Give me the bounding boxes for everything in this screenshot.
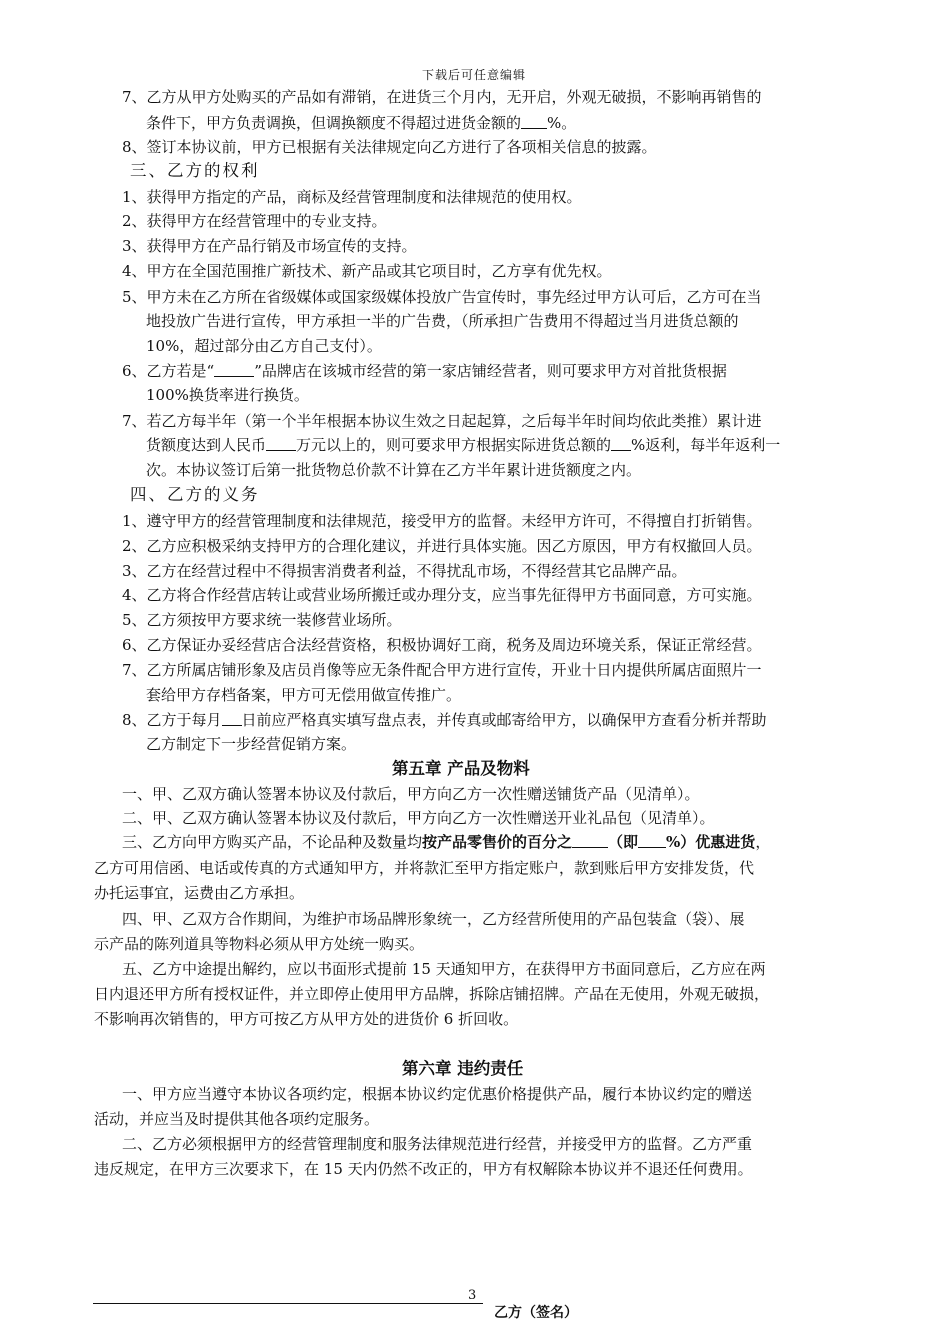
page-number: 3 [468,1288,477,1303]
clause-3-7-line-1: 7、若乙方每半年（第一个半年根据本协议生效之日起起算，之后每半年时间均依此类推）累计进 [122,412,762,430]
clause-3-4: 4、甲方在全国范围推广新技术、新产品或其它项目时，乙方享有优先权。 [122,262,612,280]
clause-3-7-line-2: 货额度达到人民币 万元以上的，则可要求甲方根据实际进货总额的 %返利，每半年返利一 [146,436,781,454]
chapter-5-para-2: 二、甲、乙双方确认签署本协议及付款后，甲方向乙方一次性赠送开业礼品包（见清单）。 [122,809,715,827]
chapter-5-para-5-line-1: 五、乙方中途提出解约，应以书面形式提前 15 天通知甲方，在获得甲方书面同意后，乙方应在两 [122,960,766,978]
chapter-5-para-4-line-2: 示产品的陈列道具等物料必须从甲方处统一购买。 [94,935,425,953]
clause-3-3: 3、获得甲方在产品行销及市场宣传的支持。 [122,237,417,255]
clause-3-5-line-3: 10%，超过部分由乙方自己支付）。 [146,337,382,355]
chapter-6-para-1-line-2: 活动，并应当及时提供其他各项约定服务。 [94,1110,380,1128]
clause-4-1: 1、遵守甲方的经营管理制度和法律规范，接受甲方的监督。未经甲方许可，不得擅自打折销售。 [122,512,762,530]
clause-4-8-line-1: 8、乙方于每月 日前应严格真实填写盘点表，并传真或邮寄给甲方，以确保甲方查看分析并帮助 [122,711,767,729]
clause-4-3: 3、乙方在经营过程中不得损害消费者利益，不得扰乱市场，不得经营其它品牌产品。 [122,562,687,580]
clause-3-2: 2、获得甲方在经营管理中的专业支持。 [122,212,387,230]
chapter-5-para-5-line-3: 不影响再次销售的，甲方可按乙方从甲方处的进货价 6 折回收。 [94,1010,519,1028]
chapter-6-para-2-line-2: 违反规定，在甲方三次要求下，在 15 天内仍然不改正的，甲方有权解除本协议并不退还任何费用。 [94,1160,753,1178]
clause-4-7-line-1: 7、乙方所属店铺形象及店员肖像等应无条件配合甲方进行宣传，开业十日内提供所属店面照片一 [122,661,762,679]
page-header: 下载后可任意编辑 [422,68,527,82]
chapter-5-para-1: 一、甲、乙双方确认签署本协议及付款后，甲方向乙方一次性赠送铺货产品（见清单）。 [122,785,700,803]
chapter-6-para-1-line-1: 一、甲方应当遵守本协议各项约定，根据本协议约定优惠价格提供产品，履行本协议约定的赠送 [122,1085,753,1103]
chapter-6-title: 第六章 违约责任 [402,1059,524,1078]
clause-3-5-line-2: 地投放广告进行宣传，甲方承担一半的广告费，（所承担广告费用不得超过当月进货总额的 [146,312,739,330]
chapter-5-para-4-line-1: 四、甲、乙双方合作期间，为维护市场品牌形象统一，乙方经营所使用的产品包装盒（袋）、展 [122,910,745,928]
chapter-6-para-2-line-1: 二、乙方必须根据甲方的经营管理制度和服务法律规范进行经营，并接受甲方的监督。乙方严重 [122,1135,753,1153]
chapter-5-title: 第五章 产品及物料 [392,759,530,778]
clause-4-7-line-2: 套给甲方存档备案，甲方可无偿用做宣传推广。 [146,686,462,704]
clause-2-7-line-1: 7、乙方从甲方处购买的产品如有滞销，在进货三个月内，无开启，外观无破损，不影响再销售的 [122,88,762,106]
footer-divider [93,1303,483,1304]
clause-4-4: 4、乙方将合作经营店转让或营业场所搬迁或办理分支，应当事先征得甲方书面同意，方可实施。 [122,586,762,604]
clause-3-1: 1、获得甲方指定的产品，商标及经营管理制度和法律规范的使用权。 [122,188,582,206]
clause-4-8-line-2: 乙方制定下一步经营促销方案。 [146,735,357,753]
clause-4-2: 2、乙方应积极采纳支持甲方的合理化建议，并进行具体实施。因乙方原因，甲方有权撤回人员。 [122,537,762,555]
chapter-5-para-3-line-2: 乙方可用信函、电话或传真的方式通知甲方，并将款汇至甲方指定账户，款到账后甲方安排发货，代 [94,859,755,877]
clause-4-5: 5、乙方须按甲方要求统一装修营业场所。 [122,611,402,629]
clause-3-6-line-2: 100%换货率进行换货。 [146,386,309,404]
chapter-5-para-5-line-2: 日内退还甲方所有授权证件，并立即停止使用甲方品牌，拆除店铺招牌。产品在无使用，外观无破损， [94,985,770,1003]
chapter-5-para-3-line-3: 办托运事宜，运费由乙方承担。 [94,884,305,902]
clause-3-5-line-1: 5、甲方未在乙方所在省级媒体或国家级媒体投放广告宣传时，事先经过甲方认可后，乙方可在当 [122,288,762,306]
clause-3-7-line-3: 次。本协议签订后第一批货物总价款不计算在乙方半年累计进货额度之内。 [146,461,642,479]
clause-2-7-line-2: 条件下，甲方负责调换，但调换额度不得超过进货金额的 %。 [146,114,577,132]
section-4-title: 四、乙方的义务 [130,485,260,504]
signature-label: 乙方（签名） [494,1305,578,1321]
section-3-title: 三、乙方的权利 [130,161,260,180]
clause-2-8: 8、签订本协议前，甲方已根据有关法律规定向乙方进行了各项相关信息的披露。 [122,138,657,156]
chapter-5-para-3-line-1: 三、乙方向甲方购买产品，不论品种及数量均按产品零售价的百分之 （即 %）优惠进货， [122,833,771,851]
clause-3-6-line-1: 6、乙方若是“ ”品牌店在该城市经营的第一家店铺经营者，则可要求甲方对首批货根据 [122,362,727,380]
clause-4-6: 6、乙方保证办妥经营店合法经营资格，积极协调好工商，税务及周边环境关系，保证正常经营。 [122,636,762,654]
